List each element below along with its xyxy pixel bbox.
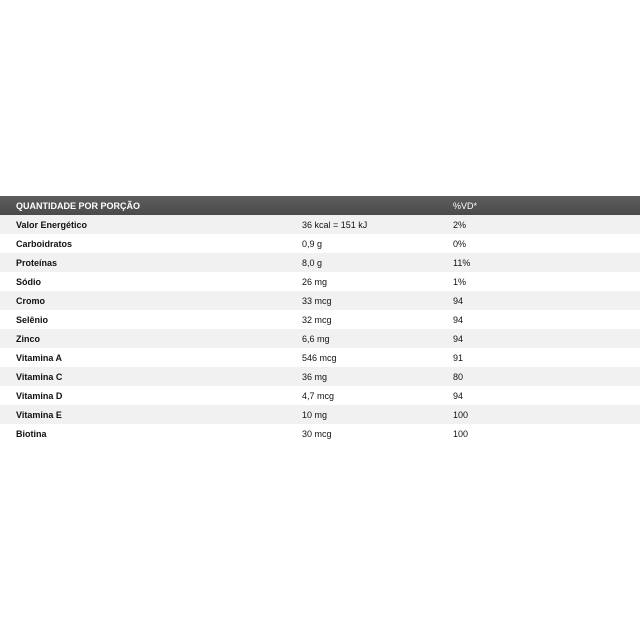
nutrient-daily-value: 0% [453,238,467,249]
table-row [0,272,640,291]
nutrient-amount: 8,0 g [302,257,323,268]
header-serving-amount: QUANTIDADE POR PORÇÃO [16,200,141,211]
nutrient-name: Selênio [16,314,49,325]
table-row [0,405,640,424]
header-daily-value: %VD* [453,200,478,211]
nutrient-daily-value: 94 [453,390,464,401]
nutrient-amount: 30 mcg [302,428,332,439]
table-row [0,367,640,386]
nutrient-name: Zinco [16,333,40,344]
table-row [0,310,640,329]
nutrient-daily-value: 94 [453,333,464,344]
table-row [0,386,640,405]
nutrient-amount: 36 kcal = 151 kJ [302,219,368,230]
nutrient-daily-value: 2% [453,219,467,230]
nutrient-name: Cromo [16,295,45,306]
table-row [0,253,640,272]
nutrient-daily-value: 100 [453,428,469,439]
nutrient-daily-value: 94 [453,295,464,306]
nutrient-name: Vitamina D [16,390,63,401]
nutrient-daily-value: 94 [453,314,464,325]
nutrient-daily-value: 1% [453,276,467,287]
nutrient-daily-value: 80 [453,371,464,382]
nutrient-name: Valor Energético [16,219,88,230]
nutrient-daily-value: 91 [453,352,464,363]
nutrient-name: Carboidratos [16,238,73,249]
nutrient-amount: 0,9 g [302,238,323,249]
nutrient-amount: 32 mcg [302,314,332,325]
table-row [0,291,640,310]
table-row [0,234,640,253]
nutrient-name: Biotina [16,428,47,439]
nutrient-amount: 4,7 mcg [302,390,335,401]
table-row [0,329,640,348]
nutrient-amount: 26 mg [302,276,328,287]
table-header [0,196,640,215]
nutrient-name: Proteínas [16,257,58,268]
nutrient-name: Sódio [16,276,41,287]
nutrition-table [0,196,640,443]
nutrient-name: Vitamina A [16,352,63,363]
table-row [0,424,640,443]
table-row [0,348,640,367]
nutrient-amount: 6,6 mg [302,333,330,344]
nutrient-amount: 36 mg [302,371,328,382]
nutrient-amount: 33 mcg [302,295,332,306]
table-row [0,215,640,234]
nutrient-amount: 546 mcg [302,352,337,363]
nutrient-amount: 10 mg [302,409,328,420]
nutrient-daily-value: 11% [453,257,471,268]
nutrient-name: Vitamina E [16,409,62,420]
nutrient-daily-value: 100 [453,409,469,420]
nutrient-name: Vitamina C [16,371,63,382]
